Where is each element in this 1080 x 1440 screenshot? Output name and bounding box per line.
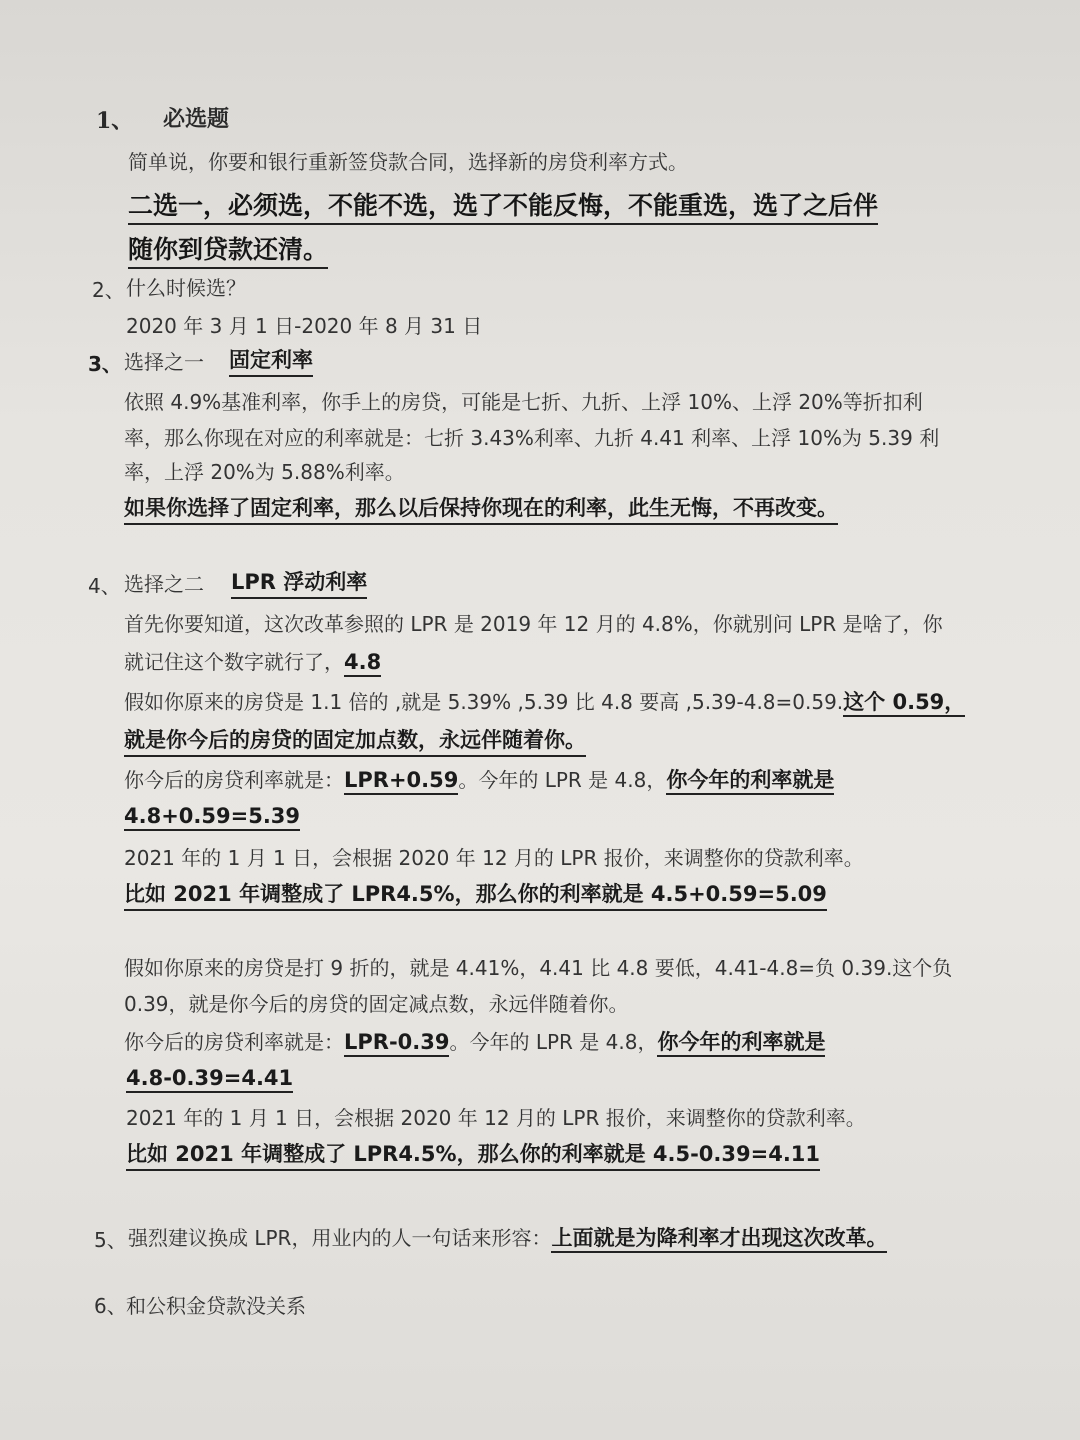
section-1-bold-line-2: 随你到贷款还清。 [128,230,328,269]
section-2-date: 2020 年 3 月 1 日-2020 年 8 月 31 日 [126,314,483,338]
example-b-line-6: 比如 2021 年调整成了 LPR4.5%，那么你的利率就是 4.5-0.39=4.11 [126,1138,820,1171]
section-2-number: 2、 [92,278,125,302]
example-a-line-3-text: 你今后的房贷利率就是： [124,768,344,792]
section-1-number: 1、 [96,108,134,134]
example-a-line-3-bold: 你今年的利率就是 [666,768,834,795]
example-a-line-2: 就是你今后的房贷的固定加点数，永远伴随着你。 [124,724,586,757]
section-1-title: 必选题 [163,107,230,132]
section-1-intro: 简单说，你要和银行重新签贷款合同，选择新的房贷利率方式。 [128,150,688,174]
section-3-title: 固定利率 [229,344,313,377]
section-5-line [128,1222,887,1252]
section-1-bold-line-1: 二选一，必须选，不能不选，选了不能反悔，不能重选，选了之后伴 [128,186,878,225]
section-4-para-1: 首先你要知道，这次改革参照的 LPR 是 2019 年 12 月的 4.8%，你就别问 LPR 是啥了，你 [124,612,943,636]
example-a-formula: LPR+0.59 [344,768,458,795]
section-4-label: 选择之二 [124,572,204,596]
example-b-line-3-text: 你今后的房贷利率就是： [124,1030,344,1054]
example-b-line-3-bold: 你今年的利率就是 [657,1030,825,1057]
section-4-title: LPR 浮动利率 [231,566,367,599]
example-b-line-3-mid: 。今年的 LPR 是 4.8， [449,1030,658,1054]
example-b-line-1: 假如你原来的房贷是打 9 折的，就是 4.41%，4.41 比 4.8 要低，4.41-4.8=负 0.39.这个负 [124,956,953,980]
section-6-text: 和公积金贷款没关系 [126,1294,306,1318]
example-b-line-4: 4.8-0.39=4.41 [126,1066,293,1093]
example-a-line-1 [124,686,965,716]
example-a-line-5: 2021 年的 1 月 1 日，会根据 2020 年 12 月的 LPR 报价，来调整你的贷款利率。 [124,846,864,870]
example-a-line-6: 比如 2021 年调整成了 LPR4.5%，那么你的利率就是 4.5+0.59=5.09 [124,878,827,911]
section-5-bold: 上面就是为降利率才出现这次改革。 [551,1226,887,1253]
example-b-line-2: 0.39，就是你今后的房贷的固定减点数，永远伴随着你。 [124,992,629,1016]
section-4-number: 4、 [88,574,121,598]
example-a-line-3 [124,764,834,794]
section-4-para-2-text: 就记住这个数字就行了， [124,650,344,674]
section-3-bold: 如果你选择了固定利率，那么以后保持你现在的利率，此生无悔，不再改变。 [124,492,838,525]
example-a-line-4: 4.8+0.59=5.39 [124,804,300,831]
section-3-label: 选择之一 [124,350,204,374]
section-5-number: 5、 [94,1228,127,1252]
section-3-para-1: 依照 4.9%基准利率，你手上的房贷，可能是七折、九折、上浮 10%、上浮 20%等折扣利 [124,390,923,414]
example-a-line-3-mid: 。今年的 LPR 是 4.8， [458,768,667,792]
section-3-para-3: 率，上浮 20%为 5.88%利率。 [124,460,405,484]
section-3-number: 3、 [88,352,122,376]
section-6-number: 6、 [94,1294,127,1318]
section-3-para-2: 率，那么你现在对应的利率就是：七折 3.43%利率、九折 4.41 利率、上浮 10%为 5.39 利 [124,426,940,450]
example-b-line-3 [124,1026,825,1056]
section-2-title: 什么时候选？ [126,276,246,300]
example-b-formula: LPR-0.39 [344,1030,449,1057]
section-5-text: 强烈建议换成 LPR，用业内的人一句话来形容： [128,1226,552,1250]
example-a-line-1-bold: 这个 0.59， [843,690,965,717]
example-b-line-5: 2021 年的 1 月 1 日，会根据 2020 年 12 月的 LPR 报价，来调整你的贷款利率。 [126,1106,866,1130]
section-4-para-2 [124,646,381,675]
section-4-base-rate: 4.8 [344,650,381,677]
example-a-line-1-text: 假如你原来的房贷是 1.1 倍的 ,就是 5.39% ,5.39 比 4.8 要高 ,5.39-4.8=0.59. [124,690,844,714]
